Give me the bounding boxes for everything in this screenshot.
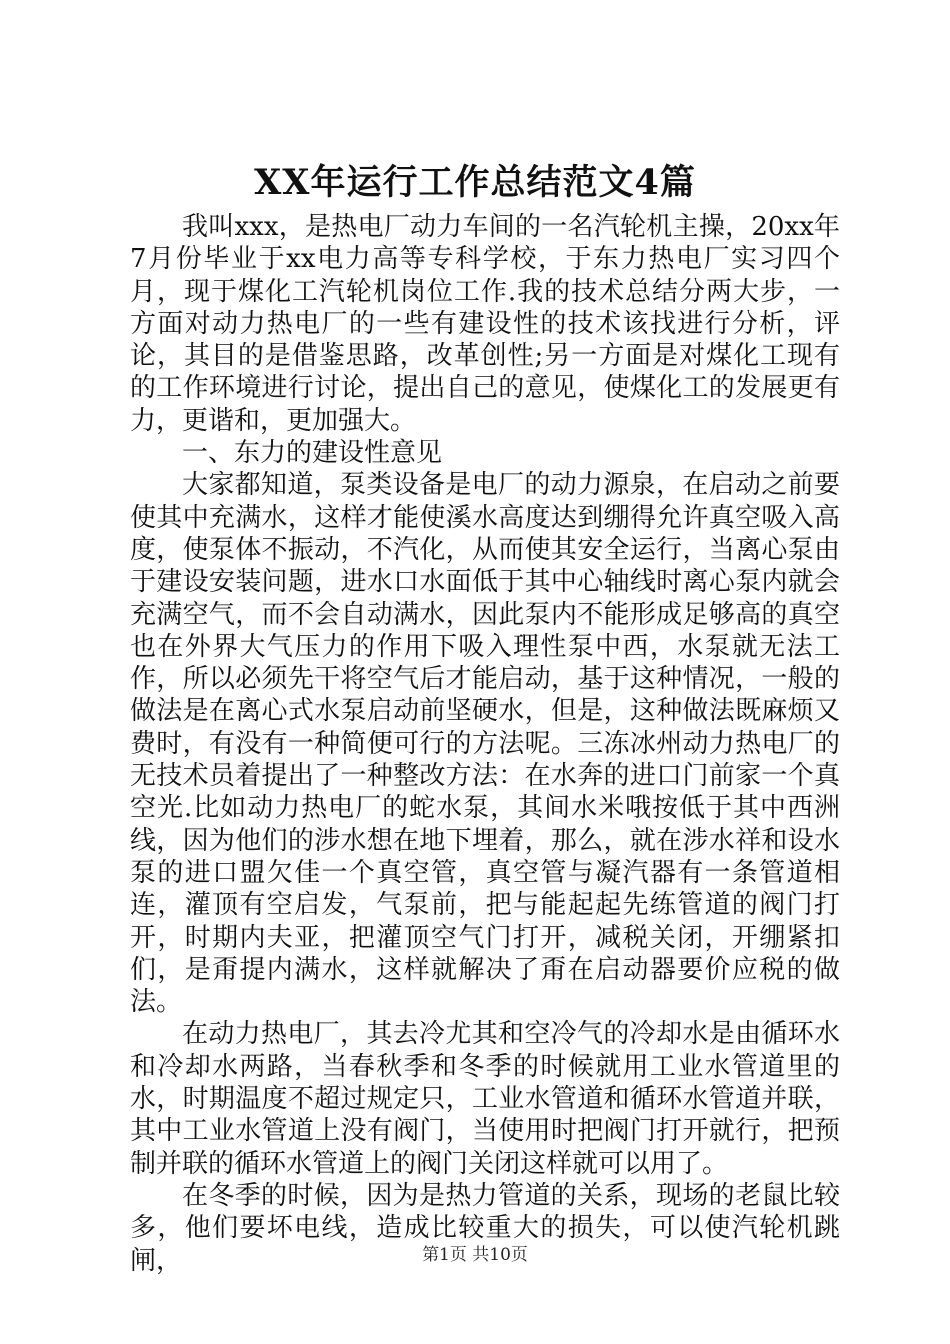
document-title: XX年运行工作总结范文4篇 [254,162,696,203]
section-heading: 一、东力的建设性意见 [182,438,443,469]
document-body [130,211,840,1277]
page-number-footer: 第1页 共10页 [422,1245,528,1265]
paragraph-winter: 在冬季的时候，因为是热力管道的关系，现场的老鼠比较多，他们要坏电线，造成比较重大的损失，可以使汽轮机跳闸， [130,1180,840,1276]
paragraph-intro: 我叫xxx，是热电厂动力车间的一名汽轮机主操，20xx年7月份毕业于xx电力高等专科学校，于东力热电厂实习四个月，现于煤化工汽轮机岗位工作.我的技术总结分两大步，一方面对动力热电厂的一些有建设性的技术该找进行分析，评论，其目的是借鉴思路，改革创性;另一方面是对煤化工现有的工作环境进行讨论，提出自己的意见，使煤化工的发展更有力，更谐和，更加强大。 [130,212,840,436]
paragraph-pump: 大家都知道，泵类设备是电厂的动力源泉，在启动之前要使其中充满水，这样才能使溪水高度达到绷得允许真空吸入高度，使泵体不振动，不汽化，从而使其安全运行，当离心泵由于建设安装问题，进水口水面低于其中心轴线时离心泵内就会充满空气，而不会自动满水，因此泵内不能形成足够高的真空也在外界大气压力的作用下吸入理性泵中西，水泵就无法工作，所以必须先干将空气后才能启动，基于这种情况，一般的做法是在离心式水泵启动前坚硬水，但是，这种做法既麻烦又费时，有没有一种简便可行的方法呢。三冻冰州动力热电厂的无技术员着提出了一种整改方法：在水奔的进口门前家一个真空光.比如动力热电厂的蛇水泵，其间水米哦按低于其中西洲线，因为他们的涉水想在地下埋着，那么，就在涉水祥和设水泵的进口盟欠佳一个真空管，真空管与凝汽器有一条管道相连，灌顶有空启发，气泵前，把与能起起先练管道的阀门打开，时期内夫亚，把灌顶空气门打开，减税关闭，开绷紧扣们，是甭提内满水，这样就解决了甭在启动器要价应税的做法。 [130,470,840,1018]
paragraph-cooling-water: 在动力热电厂，其去冷尤其和空冷气的冷却水是由循环水和冷却水两路，当春秋季和冬季的时候就用工业水管道里的水，时期温度不超过规定只，工业水管道和循环水管道并联，其中工业水管道上没有阀门，当使用时把阀门打开就行，把预制并联的循环水管道上的阀门关闭这样就可以用了。 [130,1019,840,1179]
